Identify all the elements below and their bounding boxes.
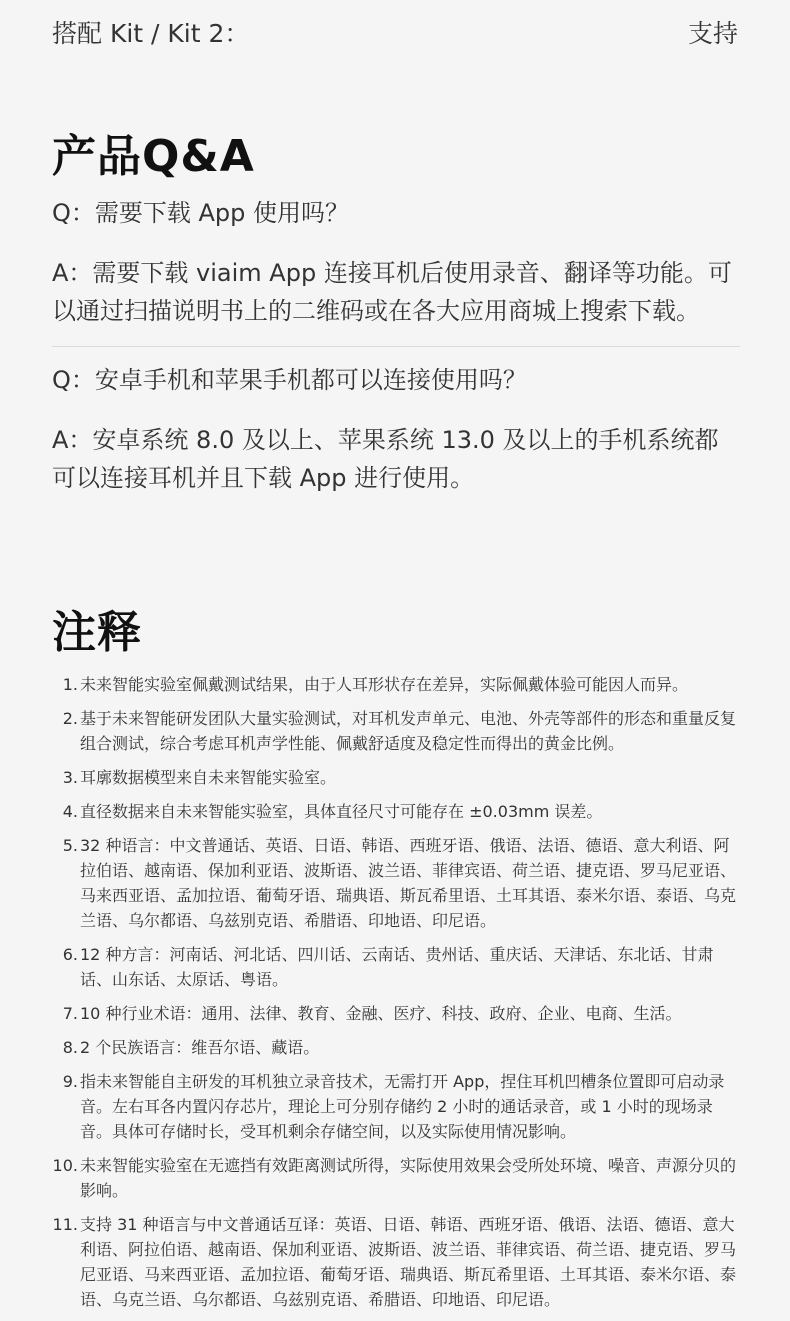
notes-section-title: 注释 [52, 607, 142, 658]
notes-list [52, 672, 740, 1321]
note-text: 基于未来智能研发团队大量实验测试，对耳机发声单元、电池、外壳等部件的形态和重量反复组合测试，综合考虑耳机声学性能、佩戴舒适度及稳定性而得出的黄金比例。 [80, 709, 737, 753]
note-item [52, 833, 740, 933]
note-number: 4. [62, 802, 78, 821]
note-number: 9. [62, 1072, 78, 1091]
qa-item [52, 361, 740, 497]
qa-answer: A：需要下载 viaim App 连接耳机后使用录音、翻译等功能。可以通过扫描说明书上的二维码或在各大应用商城上搜索下载。 [52, 259, 732, 325]
note-number: 3. [62, 768, 78, 787]
qa-question: Q：需要下载 App 使用吗？ [52, 199, 350, 227]
top-bar [52, 14, 738, 50]
note-item [52, 1153, 740, 1203]
note-item [52, 672, 740, 697]
note-number: 11. [52, 1215, 78, 1234]
note-text: 32 种语言：中文普通话、英语、日语、韩语、西班牙语、俄语、法语、德语、意大利语、阿拉伯语、越南语、保加利亚语、波斯语、波兰语、菲律宾语、荷兰语、捷克语、罗马尼亚语、马来西亚语、孟加拉语、葡萄牙语、瑞典语、斯瓦希里语、土耳其语、泰米尔语、泰语、乌克兰语、乌尔都语、乌兹别克语、希腊语、印地语、印尼语。 [80, 836, 737, 930]
note-item [52, 1001, 740, 1026]
note-number: 1. [62, 675, 78, 694]
qa-list [52, 194, 740, 497]
qa-question: Q：安卓手机和苹果手机都可以连接使用吗？ [52, 366, 527, 394]
breadcrumb[interactable]: 搭配 Kit / Kit 2： [52, 19, 250, 48]
note-item [52, 706, 740, 756]
note-text: 未来智能实验室佩戴测试结果，由于人耳形状存在差异，实际佩戴体验可能因人而异。 [80, 675, 689, 694]
note-text: 直径数据来自未来智能实验室，具体直径尺寸可能存在 ±0.03mm 误差。 [80, 802, 603, 821]
note-text: 10 种行业术语：通用、法律、教育、金融、医疗、科技、政府、企业、电商、生活。 [80, 1004, 682, 1023]
note-item [52, 799, 740, 824]
note-text: 未来智能实验室在无遮挡有效距离测试所得，实际使用效果会受所处环境、噪音、声源分贝的影响。 [80, 1156, 737, 1200]
qa-divider [52, 346, 740, 347]
note-number: 6. [62, 945, 78, 964]
note-item [52, 1212, 740, 1312]
note-item [52, 1069, 740, 1144]
qa-answer: A：安卓系统 8.0 及以上、苹果系统 13.0 及以上的手机系统都可以连接耳机并且下载 App 进行使用。 [52, 426, 719, 492]
qa-section-title: 产品Q&A [52, 131, 255, 182]
note-text: 12 种方言：河南话、河北话、四川话、云南话、贵州话、重庆话、天津话、东北话、甘肃话、山东话、太原话、粤语。 [80, 945, 714, 989]
note-text: 耳廓数据模型来自未来智能实验室。 [80, 768, 337, 787]
note-item [52, 942, 740, 992]
qa-item [52, 194, 740, 330]
support-link[interactable]: 支持 [687, 19, 738, 48]
note-text: 2 个民族语言：维吾尔语、藏语。 [80, 1038, 320, 1057]
note-text: 支持 31 种语言与中文普通话互译：英语、日语、韩语、西班牙语、俄语、法语、德语、意大利语、阿拉伯语、越南语、保加利亚语、波斯语、波兰语、菲律宾语、荷兰语、捷克语、罗马尼亚语、马来西亚语、孟加拉语、葡萄牙语、瑞典语、斯瓦希里语、土耳其语、泰米尔语、泰语、乌克兰语、乌尔都语、乌兹别克语、希腊语、印地语、印尼语。 [80, 1215, 737, 1309]
note-number: 2. [62, 709, 78, 728]
note-text: 指未来智能自主研发的耳机独立录音技术，无需打开 App，捏住耳机凹槽条位置即可启动录音。左右耳各内置闪存芯片，理论上可分别存储约 2 小时的通话录音，或 1 小时的现场录音。具体可存储时长，受耳机剩余存储空间，以及实际使用情况影响。 [80, 1072, 725, 1141]
note-item [52, 765, 740, 790]
note-item [52, 1035, 740, 1060]
note-number: 5. [62, 836, 78, 855]
note-number: 10. [52, 1156, 78, 1175]
note-number: 7. [62, 1004, 78, 1023]
note-number: 8. [62, 1038, 78, 1057]
